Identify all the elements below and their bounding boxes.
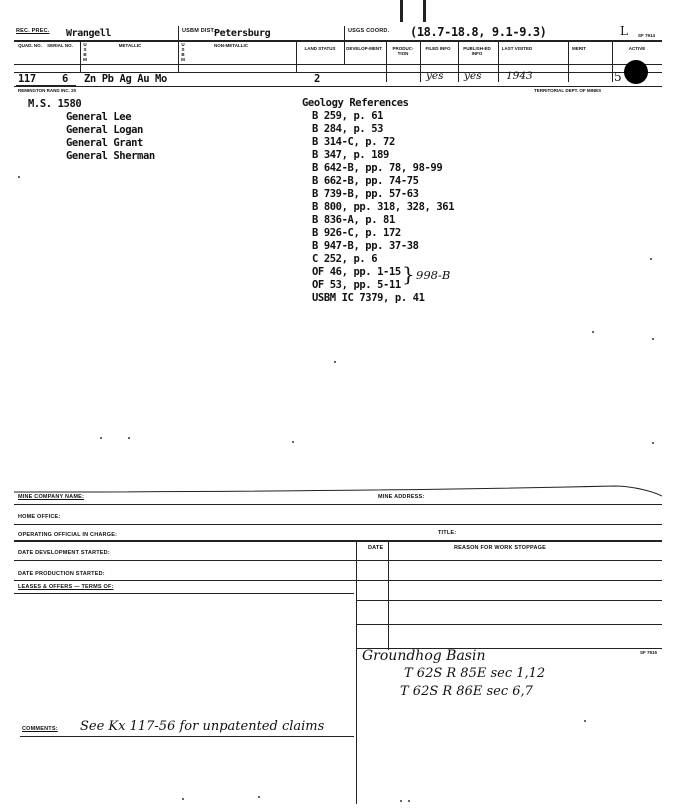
form-number: SF 7914 bbox=[638, 33, 656, 38]
form-rule bbox=[356, 600, 662, 601]
reference-item: B 662-B, pp. 74-75 bbox=[312, 175, 419, 187]
date-dev-label: DATE DEVELOPMENT STARTED: bbox=[18, 550, 110, 556]
header-divider-1 bbox=[14, 40, 662, 42]
form-rule bbox=[14, 580, 662, 581]
reference-item: B 284, p. 53 bbox=[312, 123, 384, 135]
location-note: T 62S R 86E sec 6,7 bbox=[400, 684, 533, 699]
land-status-value: 2 bbox=[314, 73, 320, 85]
serial-label: SERIAL NO. bbox=[47, 43, 73, 48]
reference-item: B 947-B, pp. 37-38 bbox=[312, 240, 419, 252]
usgs-coord-label: USGS COORD. bbox=[348, 28, 390, 34]
speck bbox=[652, 338, 654, 340]
merit-label: MERIT bbox=[572, 46, 586, 51]
speck bbox=[182, 798, 184, 800]
mine-address-label: MINE ADDRESS: bbox=[378, 494, 425, 500]
reference-item: B 259, p. 61 bbox=[312, 110, 384, 122]
divider bbox=[420, 42, 421, 82]
form-rule bbox=[14, 504, 662, 505]
reason-label: REASON FOR WORK STOPPAGE bbox=[454, 545, 546, 551]
speck bbox=[18, 176, 20, 178]
reference-item: B 836-A, p. 81 bbox=[312, 214, 395, 226]
speck bbox=[408, 800, 410, 802]
speck bbox=[652, 442, 654, 444]
wavy-rule bbox=[14, 478, 662, 498]
header-divider-2 bbox=[14, 64, 662, 65]
comments-label: COMMENTS: bbox=[22, 726, 58, 732]
index-card-tab bbox=[400, 0, 426, 22]
reference-item: B 800, pp. 318, 328, 361 bbox=[312, 201, 455, 213]
divider bbox=[80, 42, 81, 72]
rec-prec-value: Wrangell bbox=[66, 28, 111, 39]
development-label: DEVELOP-MENT bbox=[346, 46, 382, 51]
published-info-label: PUBLISH-ED INFO bbox=[463, 46, 491, 56]
reference-item: B 642-B, pp. 78, 98-99 bbox=[312, 162, 443, 174]
usgs-coord-value: (18.7-18.8, 9.1-9.3) bbox=[410, 25, 547, 39]
metallic-value: Zn Pb Ag Au Mo bbox=[84, 73, 167, 85]
territorial-label: TERRITORIAL DEPT. OF MINES bbox=[534, 88, 602, 93]
bracket-note: 998-B bbox=[416, 268, 451, 282]
form-rule bbox=[14, 560, 662, 561]
divider bbox=[498, 42, 499, 82]
claim-name: General Sherman bbox=[66, 150, 155, 162]
divider bbox=[386, 42, 387, 82]
merit-value: 5 bbox=[614, 70, 622, 84]
serial-value: 6 bbox=[62, 73, 68, 85]
reference-item: B 347, p. 189 bbox=[312, 149, 389, 161]
last-visited-value: 1943 bbox=[506, 70, 533, 82]
metallic-label: METALLIC bbox=[118, 43, 142, 48]
comments-value: See Kx 117-56 for unpatented claims bbox=[80, 719, 325, 734]
reference-item: B 926-C, p. 172 bbox=[312, 227, 401, 239]
production-label: PRODUC-TION bbox=[392, 46, 414, 56]
land-status-label: LAND STATUS bbox=[304, 46, 336, 51]
usbm-code-label: U S B M bbox=[83, 42, 87, 62]
claim-name: General Lee bbox=[66, 111, 132, 123]
divider bbox=[568, 42, 569, 82]
speck bbox=[650, 258, 652, 260]
printer-line: REMINGTON RAND INC. 20 bbox=[18, 88, 77, 93]
title-label: TITLE: bbox=[438, 530, 457, 536]
quad-value: 117 bbox=[18, 73, 36, 85]
column-rule bbox=[356, 540, 357, 804]
home-office-label: HOME OFFICE: bbox=[18, 514, 61, 520]
usbm-dist-value: Petersburg bbox=[214, 28, 271, 39]
reference-item: OF 46, pp. 1-15 bbox=[312, 266, 401, 278]
active-label: ACTIVE bbox=[628, 46, 646, 51]
last-visited-label: LAST VISITED bbox=[501, 46, 533, 51]
form-rule bbox=[20, 736, 354, 737]
claim-name: General Grant bbox=[66, 137, 143, 149]
form-rule bbox=[14, 593, 354, 594]
divider bbox=[296, 42, 297, 72]
mine-company-label: MINE COMPANY NAME: bbox=[18, 494, 85, 500]
divider bbox=[344, 26, 345, 64]
reference-item: B 314-C, p. 72 bbox=[312, 136, 395, 148]
speck bbox=[400, 800, 402, 802]
reference-item: C 252, p. 6 bbox=[312, 253, 378, 265]
filed-info-label: FILED INFO bbox=[425, 46, 451, 51]
filed-info-value: yes bbox=[426, 70, 444, 82]
speck bbox=[258, 796, 260, 798]
speck bbox=[292, 441, 294, 443]
date-label: DATE bbox=[368, 545, 384, 551]
divider bbox=[458, 42, 459, 82]
form-number-2: SF 7915 bbox=[640, 650, 658, 655]
bracket-icon: } bbox=[402, 262, 415, 286]
ms-number: M.S. 1580 bbox=[28, 98, 82, 110]
active-dot-icon bbox=[624, 60, 648, 84]
nonmetallic-label: NON-METALLIC bbox=[214, 43, 248, 48]
form-rule bbox=[14, 524, 662, 525]
header-divider-4 bbox=[14, 86, 662, 87]
reference-item: USBM IC 7379, p. 41 bbox=[312, 292, 425, 304]
references-heading: Geology References bbox=[302, 97, 409, 109]
quad-label: QUAD. NO. bbox=[18, 43, 42, 48]
date-prod-label: DATE PRODUCTION STARTED: bbox=[18, 571, 105, 577]
corner-letter: L bbox=[620, 24, 628, 38]
divider bbox=[612, 42, 613, 82]
form-rule bbox=[356, 624, 662, 625]
speck bbox=[592, 331, 594, 333]
usbm-code-label-2: U S B M bbox=[181, 42, 185, 62]
claim-name: General Logan bbox=[66, 124, 143, 136]
location-note: T 62S R 85E sec 1,12 bbox=[404, 666, 546, 681]
leases-label: LEASES & OFFERS — TERMS OF: bbox=[18, 584, 114, 590]
operating-official-label: OPERATING OFFICIAL IN CHARGE: bbox=[18, 532, 118, 538]
published-info-value: yes bbox=[464, 70, 482, 82]
column-rule bbox=[388, 540, 389, 650]
reference-item: B 739-B, pp. 57-63 bbox=[312, 188, 419, 200]
divider bbox=[178, 42, 179, 72]
location-note: Groundhog Basin bbox=[362, 648, 486, 664]
speck bbox=[100, 437, 102, 439]
form-rule bbox=[14, 540, 662, 542]
speck bbox=[128, 437, 130, 439]
reference-item: OF 53, pp. 5-11 bbox=[312, 279, 401, 291]
speck bbox=[334, 361, 336, 363]
speck bbox=[584, 720, 586, 722]
usbm-dist-label: USBM DIST. bbox=[182, 28, 216, 34]
rec-prec-label: REC. PREC. bbox=[16, 28, 50, 34]
